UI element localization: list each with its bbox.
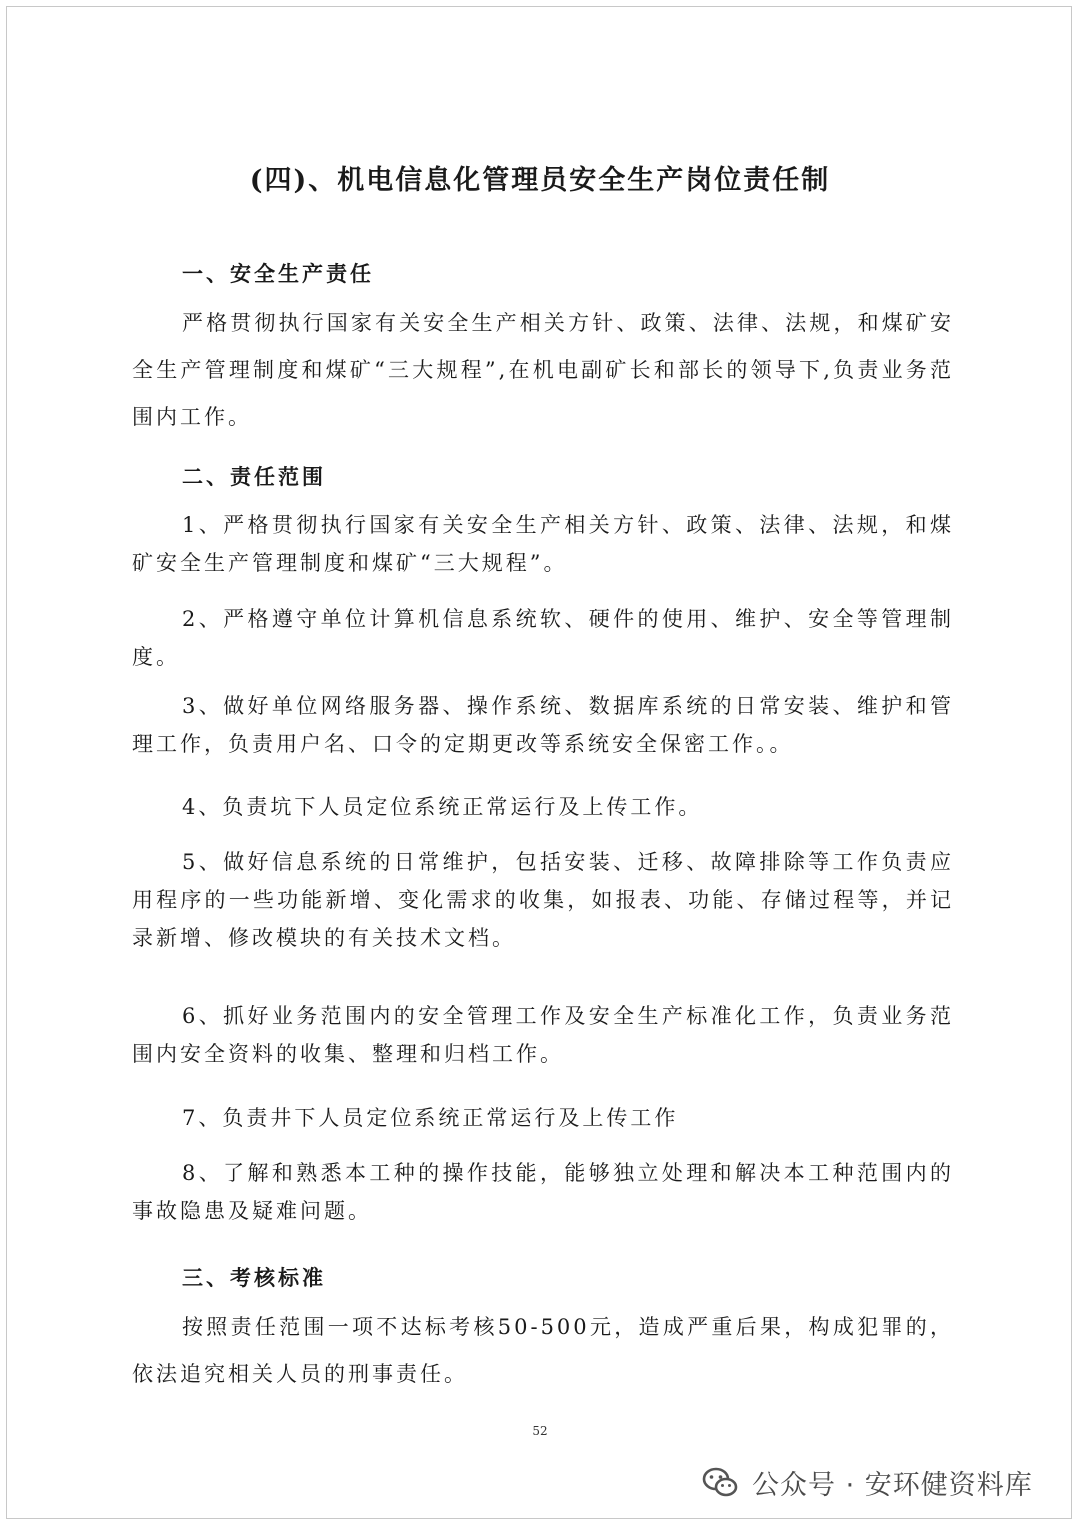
section-3-paragraph: 按照责任范围一项不达标考核50-500元，造成严重后果，构成犯罪的，依法追究相关人员的刑事责任。 [132,1315,954,1386]
list-item: 3、做好单位网络服务器、操作系统、数据库系统的日常安装、维护和管理工作，负责用户名、口令的定期更改等系统安全保密工作。。 [132,694,954,756]
list-item: 6、抓好业务范围内的安全管理工作及安全生产标准化工作，负责业务范围内安全资料的收集、整理和归档工作。 [132,1004,954,1066]
page-number: 52 [532,1424,548,1438]
list-item: 4、负责坑下人员定位系统正常运行及上传工作。 [182,795,703,819]
wechat-icon [700,1462,740,1502]
section-1-paragraph: 严格贯彻执行国家有关安全生产相关方针、政策、法律、法规，和煤矿安全生产管理制度和煤矿“三大规程”,在机电副矿长和部长的领导下,负责业务范围内工作。 [132,311,954,429]
section-heading-2: 二、责任范围 [182,464,326,489]
list-item: 5、做好信息系统的日常维护，包括安装、迁移、故障排除等工作负责应用程序的一些功能新增、变化需求的收集，如报表、功能、存储过程等，并记录新增、修改模块的有关技术文档。 [132,850,954,950]
list-item: 7、负责井下人员定位系统正常运行及上传工作 [182,1106,679,1130]
list-item: 1、严格贯彻执行国家有关安全生产相关方针、政策、法律、法规，和煤矿安全生产管理制度和煤矿“三大规程”。 [132,513,954,575]
page-title: (四)、机电信息化管理员安全生产岗位责任制 [249,165,831,196]
section-heading-3: 三、考核标准 [182,1265,326,1290]
list-item: 8、了解和熟悉本工种的操作技能，能够独立处理和解决本工种范围内的事故隐患及疑难问题。 [132,1161,954,1223]
watermark [700,1460,1050,1504]
watermark-text: 公众号 · 安环健资料库 [752,1469,1033,1501]
list-item: 2、严格遵守单位计算机信息系统软、硬件的使用、维护、安全等管理制度。 [132,607,954,669]
section-heading-1: 一、安全生产责任 [182,261,374,286]
